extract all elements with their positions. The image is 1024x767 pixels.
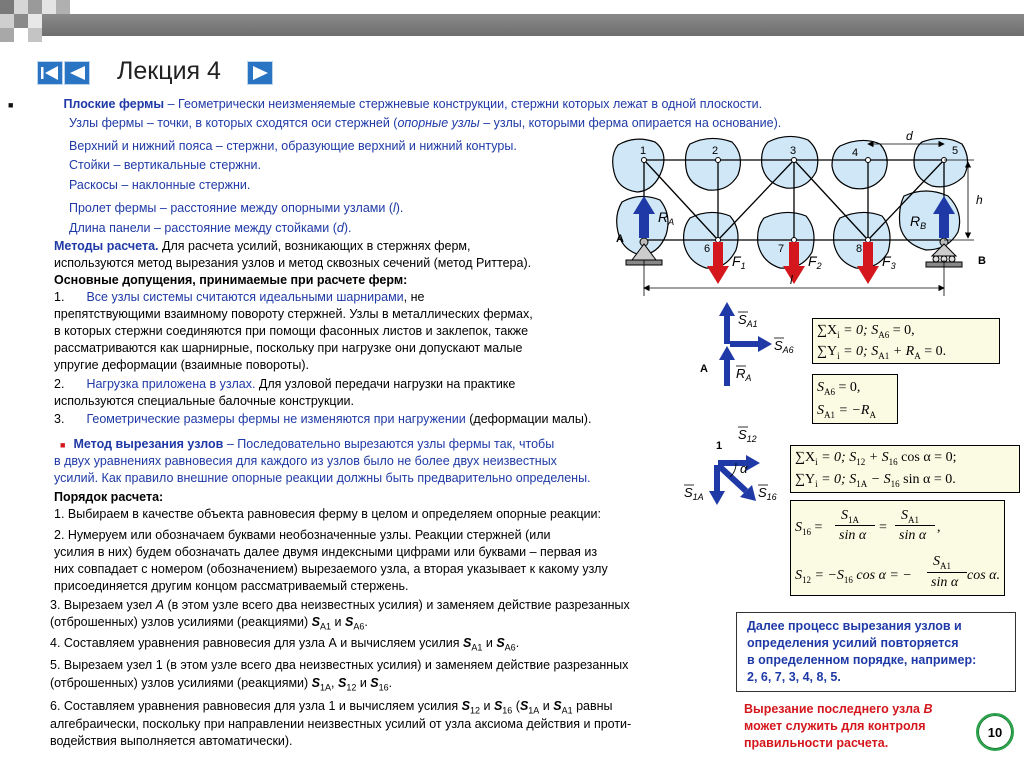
num: 1. — [54, 290, 65, 304]
S16-label: $S_{16}$ — [758, 485, 777, 502]
symbol: l — [392, 201, 396, 215]
fraction-den: sin α — [899, 528, 927, 543]
definition-braces — [69, 178, 250, 193]
comma: , — [937, 520, 941, 535]
subscript: A1 — [471, 642, 483, 653]
assumption-1-line4: рассматриваются как шарнирные, поскольку при нагрузке они допускают малые — [54, 341, 523, 355]
assumption-3-line1 — [54, 412, 591, 427]
alpha-label: α — [740, 461, 748, 476]
term: Метод вырезания узлов — [73, 437, 224, 451]
F2-label: $F_2$ — [808, 253, 822, 271]
page-number: 10 — [987, 724, 1003, 740]
joints-line1 — [60, 437, 554, 453]
term: Узлы фермы — [69, 116, 144, 130]
F1-label: $F_1$ — [732, 253, 746, 271]
subscript: 1A — [320, 682, 332, 693]
assumption-1-line2: препятствующими взаимному повороту стержней. Узлы в металлических фермах, — [54, 307, 533, 321]
equation-Y: $\sum Y_i = 0$; $S_{1A} - S_{16}$ sin α = 0. — [795, 472, 956, 489]
text: – расстояние между опорными узлами ( — [156, 201, 393, 215]
text: . — [364, 615, 368, 629]
result-SA6: $S_{A6} = 0$, — [817, 380, 861, 397]
symbol: S — [337, 676, 347, 690]
text: , — [331, 676, 338, 690]
step-5-line2 — [50, 676, 392, 696]
term: Стойки — [69, 158, 110, 172]
num: 2. — [54, 377, 65, 391]
header-decoration — [0, 0, 1024, 40]
page-number-badge — [976, 713, 1014, 751]
step-5-line1: 5. Вырезаем узел 1 (в этом узле всего два неизвестных усилия) и заменяем действие разрезанных — [50, 658, 629, 672]
step-3-line2 — [50, 615, 368, 635]
node-1-equations-box — [790, 445, 1020, 493]
text: – вертикальные стержни. — [110, 158, 262, 172]
SA6-label: $S_{A6}$ — [774, 338, 794, 355]
note-line: 2, 6, 7, 3, 4, 8, 5. — [747, 670, 841, 684]
node-label: 1 — [640, 145, 647, 157]
subscript: 12 — [346, 682, 357, 693]
equation-X: $\sum X_i = 0$; $S_{12} + S_{16}$ cos α = 0; — [795, 450, 957, 467]
page-title: Лекция 4 — [117, 57, 221, 85]
d-label: d — [906, 130, 913, 143]
text: и — [356, 676, 371, 690]
fraction-num: $S_{A1}$ — [901, 508, 919, 525]
node-label: 8 — [856, 243, 863, 255]
node-label: 7 — [778, 243, 785, 255]
support-A-label: A — [616, 233, 624, 245]
step-6-line2: алгебраически, поскольку при направлении неизвестных усилий от узла аксиома действия и проти- — [50, 717, 632, 731]
red-note-line2: может служить для контроля — [744, 719, 926, 733]
term: Раскосы — [69, 178, 118, 192]
text: Все узлы системы считаются идеальными шарнирами — [86, 290, 404, 304]
red-note-line1: Вырезание последнего узла B — [744, 702, 933, 716]
h-label: h — [976, 193, 983, 207]
first-slide-button[interactable] — [37, 61, 63, 85]
skip-back-icon — [38, 62, 62, 84]
text: 4. Составляем уравнения равновесия для узла А и вычисляем усилия — [50, 636, 464, 650]
symbol: S — [311, 615, 321, 629]
step-4 — [50, 636, 519, 656]
term: Верхний и нижний пояса — [69, 139, 213, 153]
note-line: в определенном порядке, например: — [747, 653, 977, 667]
symbol: A — [155, 598, 165, 612]
prev-slide-button[interactable] — [64, 61, 90, 85]
result-SA1: $S_{A1} = -R_A$ — [817, 403, 876, 420]
note-box — [736, 612, 1016, 692]
step-6-line3: водействия выполняется автоматически). — [50, 734, 293, 748]
equals: = — [879, 520, 887, 535]
heading: Методы расчета. — [54, 239, 159, 253]
S16-arrow — [718, 465, 756, 501]
fraction-bar — [835, 525, 875, 526]
node-label: 5 — [952, 145, 959, 157]
subscript: 12 — [469, 705, 480, 716]
assumption-2-line2: используются специальные балочные конструкции. — [54, 394, 355, 408]
text: и — [482, 636, 497, 650]
text: (деформации малы). — [465, 412, 592, 426]
definition-flat-trusses — [8, 97, 762, 113]
definition-chords — [69, 139, 517, 154]
num: 3. — [54, 412, 65, 426]
fraction-num: $S_{A1}$ — [933, 554, 951, 571]
symbol: S — [311, 676, 321, 690]
node-1-label: 1 — [716, 440, 723, 452]
equation-X: $\sum X_i = 0$; $S_{A6} = 0$, — [817, 323, 915, 340]
symbol: d — [336, 221, 344, 235]
S1A-label: $S_{1A}$ — [684, 485, 704, 502]
SA1-label: $S_{A1}$ — [738, 312, 758, 329]
fraction-den: sin α — [931, 575, 959, 590]
term: Плоские фермы — [63, 97, 165, 111]
step-2-line4: присоединяется другим концом рассматриваемый стержень. — [54, 579, 409, 593]
symbol: S — [344, 615, 354, 629]
order-heading: Порядок расчета: — [54, 490, 164, 504]
cutout-blob — [832, 140, 887, 188]
SA6-arrow — [730, 336, 772, 352]
RA-label: $R_A$ — [736, 366, 752, 383]
RA-arrow — [719, 346, 735, 386]
text: ( — [512, 699, 520, 713]
note-line: определения усилий повторяется — [747, 636, 959, 650]
truss-node — [716, 238, 721, 243]
text: (отброшенных) узлов усилиями (реакциями) — [50, 676, 312, 690]
text: равны — [572, 699, 613, 713]
subscript: 16 — [378, 682, 389, 693]
cutout-blob — [613, 139, 664, 192]
definition-posts — [69, 158, 261, 173]
node-label: 4 — [852, 147, 859, 159]
step-6-line1 — [50, 699, 613, 719]
RB-label: $R_B$ — [910, 213, 927, 231]
step-2-line3: них совпадает с номером (обозначением) вырезаемого узла, а вторая указывает к какому узлу — [54, 562, 608, 576]
text: . — [515, 636, 520, 650]
symbol: S — [461, 699, 470, 713]
step-1: 1. Выбираем в качестве объекта равновесия ферму в целом и определяем опорные реакции: — [54, 507, 601, 521]
node-label: 6 — [704, 243, 711, 255]
term: Длина панели — [69, 221, 151, 235]
text: Геометрические размеры фермы не изменяются при нагружении — [86, 412, 466, 426]
truss-node — [792, 158, 797, 163]
symbol: S — [553, 699, 562, 713]
text: , не — [403, 290, 425, 304]
symbol: S — [370, 676, 379, 690]
joints-line2: в двух уравнениях равновесия для каждого из узлов было не более двух неизвестных — [54, 454, 557, 468]
node-1-results-box — [790, 500, 1005, 596]
subscript: A6 — [504, 642, 516, 653]
fraction-den: sin α — [839, 528, 867, 543]
fraction-num: $S_{1A}$ — [841, 508, 859, 525]
definition-panel — [69, 221, 352, 236]
RA-label: $R_A$ — [658, 209, 675, 227]
red-note-line3: правильности расчета. — [744, 736, 889, 750]
methods-line2: используются метод вырезания узлов и метод сквозных сечений (метод Риттера). — [54, 256, 532, 270]
text: . — [388, 676, 393, 690]
node-A-label: A — [700, 363, 708, 375]
node-label: 2 — [712, 145, 719, 157]
result-S12: $S_{12} = -S_{16}$ cos α = − — [795, 568, 912, 585]
text: – Геометрически неизменяемые стержневые конструкции, стержни которых лежат в одной плоскости. — [164, 97, 763, 111]
text: 6. Составляем уравнения равновесия для узла 1 и вычисляем усилия — [50, 699, 462, 713]
arrow-right-icon — [248, 62, 272, 84]
truss-node — [866, 158, 871, 163]
node-A-results-box — [812, 374, 898, 424]
bullet-icon: ■ — [60, 440, 66, 450]
fraction-bar — [927, 572, 967, 573]
symbol: S — [496, 636, 505, 650]
truss-node — [642, 158, 647, 163]
assumption-1-line3: в которых стержни соединяются при помощи фасонных листов и заклепок, также — [54, 324, 529, 338]
text: Для расчета усилий, возникающих в стержнях ферм, — [158, 239, 471, 253]
S12-label: $S_{12}$ — [738, 427, 757, 444]
subscript: 16 — [502, 705, 513, 716]
step-3-line1 — [50, 598, 630, 613]
text: – наклонные стержни. — [117, 178, 251, 192]
symbol: S — [463, 636, 472, 650]
node-A-equations-box — [812, 318, 1000, 364]
text: – узлы, которыми ферма опирается на основание). — [479, 116, 782, 130]
assumption-1-line1 — [54, 290, 424, 305]
text-italic: опорные узлы — [397, 116, 480, 130]
step-2-line2: усилия в них) будем обозначать далее двумя индексными цифрами или буквами – первая из — [54, 545, 598, 559]
note-line: Далее процесс вырезания узлов и — [747, 619, 962, 633]
l-label: l — [790, 273, 793, 287]
cutout-blob — [900, 191, 960, 250]
fraction-bar — [895, 525, 935, 526]
joints-line3: усилий. Как правило внешние опорные реакции должны быть предварительно определены. — [54, 471, 591, 485]
node-A-diagram — [690, 300, 800, 395]
text: и — [331, 615, 345, 629]
text: и — [539, 699, 554, 713]
methods-line1 — [54, 239, 470, 254]
text: и — [480, 699, 494, 713]
definition-nodes — [69, 116, 781, 131]
cos-tail: cos α. — [967, 568, 1001, 583]
text: – Последовательно вырезаются узлы фермы так, чтобы — [223, 437, 555, 451]
assumption-2-line1 — [54, 377, 515, 392]
arrow-left-icon — [65, 62, 89, 84]
text: Нагрузка приложена в узлах. — [86, 377, 256, 391]
equation-Y: $\sum Y_i = 0$; $S_{A1} + R_A = 0$. — [817, 344, 947, 361]
text: – точки, в которых сходятся оси стержней ( — [143, 116, 398, 130]
F3-label: $F_3$ — [882, 253, 896, 271]
next-slide-button[interactable] — [247, 61, 273, 85]
SA1-arrow — [719, 302, 735, 344]
subscript: A6 — [353, 621, 365, 632]
text: ). — [343, 221, 352, 235]
text: – стержни, образующие верхний и нижний контуры. — [212, 139, 517, 153]
node-1-diagram — [680, 425, 790, 515]
result-S16: $S_{16}$ = — [795, 520, 823, 537]
subscript: A1 — [320, 621, 332, 632]
term: Пролет фермы — [69, 201, 157, 215]
node-label: 3 — [790, 145, 797, 157]
assumption-1-line5: упругие деформации (взаимные повороты). — [54, 358, 310, 372]
step-2-line1: 2. Нумеруем или обозначаем буквами необозначенные узлы. Реакции стержней (или — [54, 528, 551, 542]
definition-span — [69, 201, 403, 216]
subscript: A1 — [561, 705, 573, 716]
text: (в этом узле всего два неизвестных усилия) и заменяем действие разрезанных — [164, 598, 630, 612]
symbol: S — [519, 699, 529, 713]
text: ). — [395, 201, 404, 215]
text: 3. Вырезаем узел — [50, 598, 156, 612]
assumptions-heading: Основные допущения, принимаемые при расчете ферм: — [54, 273, 408, 287]
symbol: S — [493, 699, 503, 713]
text: Для узловой передачи нагрузки на практике — [255, 377, 516, 391]
truss-diagram — [600, 130, 1000, 300]
text: (отброшенных) узлов усилиями (реакциями) — [50, 615, 312, 629]
bullet-icon: ■ — [8, 100, 14, 110]
text: – расстояние между стойками ( — [150, 221, 337, 235]
truss-node — [792, 238, 797, 243]
subscript: 1A — [528, 705, 540, 716]
truss-node — [716, 158, 721, 163]
support-B-label: B — [978, 255, 986, 267]
truss-node — [866, 238, 871, 243]
